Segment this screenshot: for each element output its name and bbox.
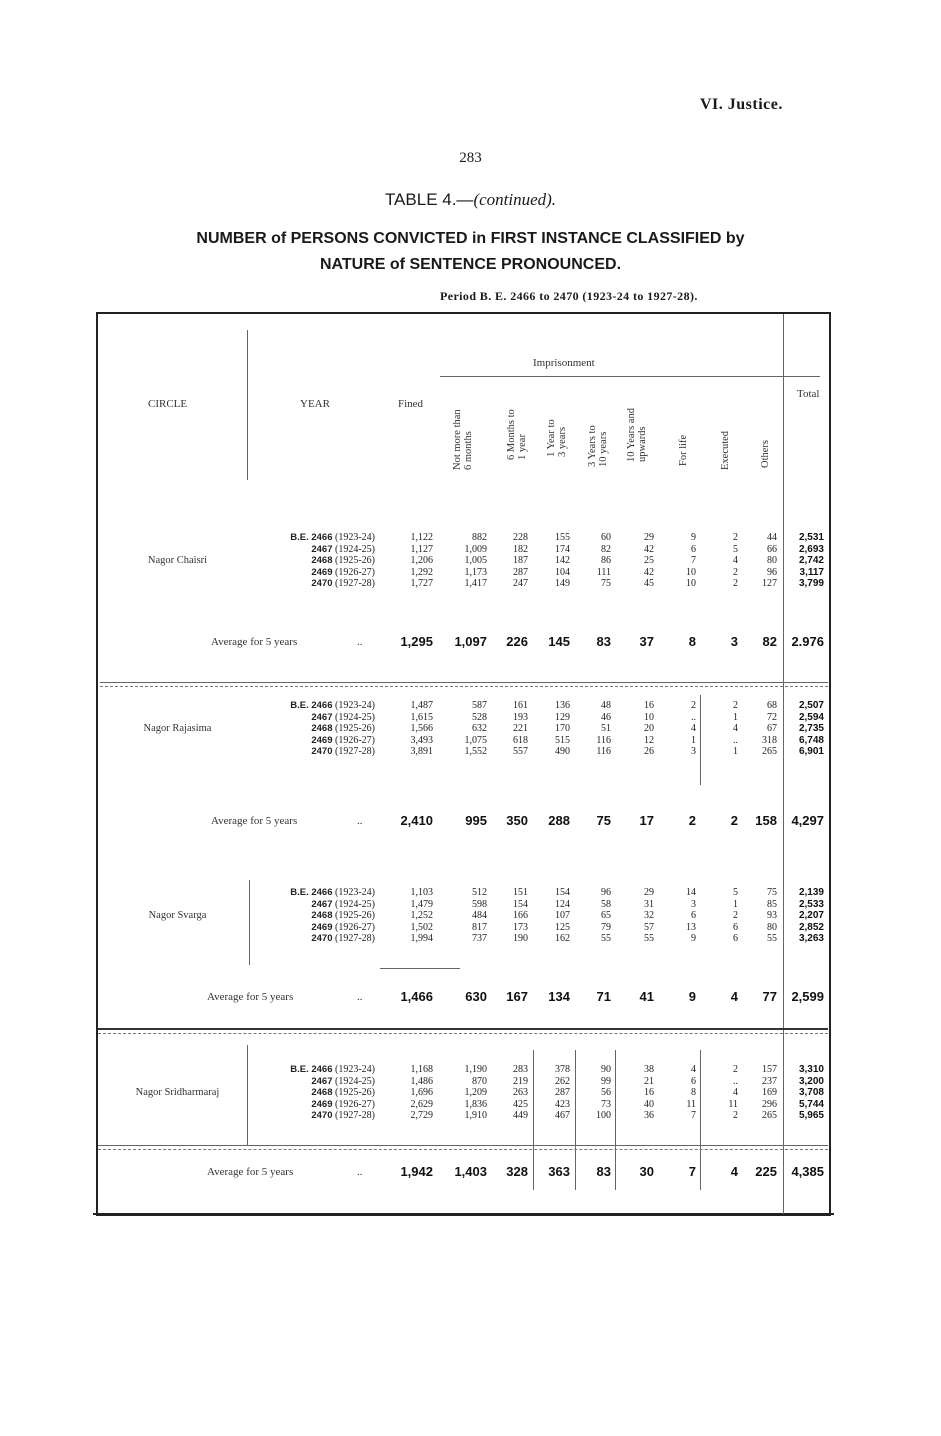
value-column-others: 68 72 67 318 265: [762, 700, 777, 757]
year-be: 2467: [311, 711, 333, 723]
block-separator: [98, 1145, 828, 1146]
year-label: [245, 723, 375, 735]
header-year: YEAR: [300, 398, 330, 410]
subtotal-rule: [380, 968, 460, 969]
value-column-fined: 1,103 1,479 1,252 1,502 1,994: [410, 887, 433, 944]
year-ad: (1925-26): [335, 910, 375, 921]
year-ad: (1926-27): [335, 921, 375, 933]
year-ad: (1926-27): [335, 734, 375, 746]
table-title: [0, 190, 941, 210]
value-column-others: 44 66 80 96 127: [762, 532, 777, 589]
value-column-y10up: 29 31 32 57 55: [644, 887, 654, 944]
year-label: [245, 1087, 375, 1099]
value-column-total: 2,507 2,594 2,735 6,748 6,901: [798, 700, 824, 757]
year-ad: (1926-27): [335, 1098, 375, 1110]
year-ad: (1925-26): [335, 1087, 375, 1098]
value-column-total: 2,531 2,693 2,742 3,117 3,799: [798, 532, 824, 589]
header-y3y10: [587, 425, 609, 467]
header-y10up-line2: upwards: [637, 426, 648, 462]
value-column-executed: 2 5 4 2 2: [733, 532, 738, 589]
value-column-y1y3: 155 174 142 104 149: [555, 532, 570, 589]
year-label: [245, 735, 375, 747]
header-m6y1: [506, 409, 528, 460]
year-ad: (1924-25): [335, 543, 375, 555]
value-column-m6y1: 283 219 263 425 449: [513, 1064, 528, 1121]
year-be: 2468: [311, 555, 333, 566]
year-ad: (1927-28): [335, 578, 375, 589]
average-leader: ..: [357, 1166, 363, 1178]
average-total: 4,385: [791, 1164, 824, 1179]
average-life: 7: [688, 1164, 696, 1179]
year-ad: (1923-24): [335, 1064, 375, 1075]
average-others: 82: [762, 634, 777, 649]
year-be: 2470: [311, 746, 333, 757]
year-label: [245, 712, 375, 724]
year-ad: (1927-28): [335, 746, 375, 757]
header-lt6m-line2: 6 months: [463, 431, 474, 470]
value-column-life: 9 6 7 10 10: [686, 532, 696, 589]
year-label: [245, 578, 375, 590]
year-label: [245, 899, 375, 911]
average-total: 4,297: [791, 813, 824, 828]
value-column-others: 157 237 169 296 265: [762, 1064, 777, 1121]
average-lt6m: 995: [465, 813, 487, 828]
year-be: B.E. 2466: [290, 532, 333, 543]
average-label: Average for 5 years: [207, 991, 294, 1003]
circle-column-rule: [247, 330, 248, 480]
table-heading-line1: NUMBER of PERSONS CONVICTED in FIRST INSTANCE CLASSIFIED by: [196, 230, 745, 247]
year-ad: (1927-28): [335, 933, 375, 944]
block-separator: [98, 1028, 828, 1030]
average-y1y3: 288: [548, 813, 570, 828]
year-label: [245, 1110, 375, 1122]
average-m6y1: 226: [506, 634, 528, 649]
year-ad: (1926-27): [335, 566, 375, 578]
average-label: Average for 5 years: [211, 815, 298, 827]
block-separator: [100, 686, 828, 687]
year-label: [245, 532, 375, 544]
average-y3y10: 71: [596, 989, 611, 1004]
value-column-m6y1: 151 154 166 173 190: [513, 887, 528, 944]
header-m6y1-line1: 6 Months to: [506, 409, 517, 460]
year-ad: (1925-26): [335, 723, 375, 734]
average-leader: ..: [357, 636, 363, 648]
block-separator: [98, 1149, 828, 1150]
year-be: 2467: [311, 898, 333, 910]
year-label: [245, 567, 375, 579]
year-label: [245, 555, 375, 567]
table-heading-line2: NATURE of SENTENCE PRONOUNCED.: [319, 256, 622, 273]
header-life: For life: [678, 434, 689, 466]
average-y10up: 30: [639, 1164, 654, 1179]
year-be: B.E. 2466: [290, 700, 333, 711]
header-fined: Fined: [398, 398, 424, 410]
header-y10up-line1: 10 Years and: [626, 408, 637, 462]
value-column-fined: 1,487 1,615 1,566 3,493 3,891: [410, 700, 433, 757]
value-column-life: 4 6 8 11 7: [686, 1064, 696, 1121]
average-label: Average for 5 years: [207, 1166, 294, 1178]
year-ad: (1924-25): [335, 711, 375, 723]
value-column-executed: 2 1 4 .. 1: [733, 700, 738, 757]
average-executed: 4: [730, 1164, 738, 1179]
average-lt6m: 1,403: [454, 1164, 487, 1179]
average-executed: 4: [730, 989, 738, 1004]
value-column-lt6m: 882 1,009 1,005 1,173 1,417: [464, 532, 487, 589]
average-executed: 2: [730, 813, 738, 828]
value-column-fined: 1,168 1,486 1,696 2,629 2,729: [410, 1064, 433, 1121]
value-column-y10up: 29 42 25 42 45: [644, 532, 654, 589]
value-column-y1y3: 154 124 107 125 162: [555, 887, 570, 944]
year-ad: (1923-24): [335, 887, 375, 898]
year-ad: (1923-24): [335, 532, 375, 543]
circle-name: Nagor Sridharmaraj: [135, 1087, 220, 1098]
value-column-y1y3: 378 262 287 423 467: [555, 1064, 570, 1121]
average-y1y3: 363: [548, 1164, 570, 1179]
year-be: 2468: [311, 723, 333, 734]
year-be: 2469: [311, 566, 333, 578]
average-leader: ..: [357, 815, 363, 827]
circle-name: Nagor Chaisri: [147, 555, 208, 566]
header-y3y10-line2: 10 years: [598, 431, 609, 467]
year-label: [245, 922, 375, 934]
average-fined: 1,942: [400, 1164, 433, 1179]
value-column-y3y10: 60 82 86 111 75: [596, 532, 611, 589]
average-fined: 2,410: [400, 813, 433, 828]
year-label: [245, 910, 375, 922]
average-life: 9: [688, 989, 696, 1004]
year-be: 2469: [311, 734, 333, 746]
value-column-m6y1: 161 193 221 618 557: [513, 700, 528, 757]
value-column-m6y1: 228 182 187 287 247: [513, 532, 528, 589]
year-label: [245, 544, 375, 556]
year-be: 2469: [311, 1098, 333, 1110]
table-label: TABLE 4.—: [384, 190, 474, 209]
value-column-lt6m: 1,190 870 1,209 1,836 1,910: [464, 1064, 487, 1121]
value-column-y3y10: 96 58 65 79 55: [601, 887, 611, 944]
average-y10up: 37: [639, 634, 654, 649]
year-be: B.E. 2466: [290, 887, 333, 898]
year-label: [245, 746, 375, 758]
header-executed: Executed: [720, 430, 731, 470]
value-column-executed: 5 1 2 6 6: [733, 887, 738, 944]
value-column-y3y10: 48 46 51 116 116: [596, 700, 611, 757]
period-line: Period B. E. 2466 to 2470 (1923-24 to 1927-28).: [440, 289, 698, 303]
value-column-fined: 1,122 1,127 1,206 1,292 1,727: [410, 532, 433, 589]
section-heading: VI. Justice.: [700, 96, 783, 113]
page-number: 283: [459, 150, 482, 166]
average-leader: ..: [357, 991, 363, 1003]
value-column-lt6m: 512 598 484 817 737: [472, 887, 487, 944]
year-be: 2467: [311, 1075, 333, 1087]
year-ad: (1924-25): [335, 1075, 375, 1087]
average-executed: 3: [730, 634, 738, 649]
year-ad: (1927-28): [335, 1110, 375, 1121]
average-life: 8: [688, 634, 696, 649]
average-others: 158: [755, 813, 777, 828]
year-label: [245, 887, 375, 899]
header-total: Total: [797, 388, 820, 400]
year-be: 2470: [311, 933, 333, 944]
year-label: [245, 1099, 375, 1111]
average-label: Average for 5 years: [211, 636, 298, 648]
header-y10up: [626, 408, 648, 462]
circle-name: Nagor Rajasima: [143, 723, 212, 734]
average-m6y1: 167: [506, 989, 528, 1004]
value-column-total: 2,139 2,533 2,207 2,852 3,263: [798, 887, 824, 944]
average-y3y10: 83: [596, 634, 611, 649]
average-total: 2.976: [791, 634, 824, 649]
year-ad: (1925-26): [335, 555, 375, 566]
average-lt6m: 630: [465, 989, 487, 1004]
year-label: [245, 700, 375, 712]
average-y3y10: 83: [596, 1164, 611, 1179]
header-y3y10-line1: 3 Years to: [587, 425, 598, 467]
value-column-y10up: 38 21 16 40 36: [644, 1064, 654, 1121]
year-be: 2468: [311, 910, 333, 921]
header-y1y3: [546, 419, 568, 457]
value-column-executed: 2 .. 4 11 2: [728, 1064, 738, 1121]
year-ad: (1923-24): [335, 700, 375, 711]
year-ad: (1924-25): [335, 898, 375, 910]
average-total: 2,599: [791, 989, 824, 1004]
header-y1y3-line1: 1 Year to: [546, 419, 557, 457]
average-fined: 1,466: [400, 989, 433, 1004]
average-others: 225: [755, 1164, 777, 1179]
value-column-others: 75 85 93 80 55: [767, 887, 777, 944]
header-others: Others: [760, 440, 771, 468]
table-bottom-rule: [93, 1213, 834, 1215]
average-y1y3: 134: [548, 989, 570, 1004]
year-be: 2467: [311, 543, 333, 555]
value-column-life: 14 3 6 13 9: [686, 887, 696, 944]
average-m6y1: 350: [506, 813, 528, 828]
value-column-y3y10: 90 99 56 73 100: [596, 1064, 611, 1121]
header-circle: CIRCLE: [148, 398, 188, 410]
block-separator: [100, 682, 828, 683]
value-column-total: 3,310 3,200 3,708 5,744 5,965: [798, 1064, 824, 1121]
year-label: [245, 1076, 375, 1088]
average-fined: 1,295: [400, 634, 433, 649]
header-imprisonment: Imprisonment: [533, 357, 595, 369]
year-be: B.E. 2466: [290, 1064, 333, 1075]
year-label: [245, 1064, 375, 1076]
circle-name: Nagor Svarga: [148, 910, 207, 921]
value-column-life: 2 .. 4 1 3: [691, 700, 696, 757]
year-be: 2468: [311, 1087, 333, 1098]
average-y10up: 17: [639, 813, 654, 828]
average-y3y10: 75: [596, 813, 611, 828]
year-be: 2470: [311, 578, 333, 589]
header-lt6m-line1: Not more than: [452, 409, 463, 470]
header-lt6m: [452, 409, 474, 470]
header-y1y3-line2: 3 years: [557, 426, 568, 457]
value-column-y10up: 16 10 20 12 26: [644, 700, 654, 757]
year-be: 2469: [311, 921, 333, 933]
year-label: [245, 933, 375, 945]
average-y10up: 41: [639, 989, 654, 1004]
average-m6y1: 328: [506, 1164, 528, 1179]
block-separator: [98, 1033, 828, 1034]
average-others: 77: [762, 989, 777, 1004]
header-m6y1-line2: 1 year: [517, 434, 528, 460]
average-life: 2: [688, 813, 696, 828]
value-column-y1y3: 136 129 170 515 490: [555, 700, 570, 757]
average-lt6m: 1,097: [454, 634, 487, 649]
table-continued: (continued).: [473, 190, 557, 209]
imprisonment-rule: [440, 376, 820, 377]
average-y1y3: 145: [548, 634, 570, 649]
value-column-lt6m: 587 528 632 1,075 1,552: [464, 700, 487, 757]
year-be: 2470: [311, 1110, 333, 1121]
